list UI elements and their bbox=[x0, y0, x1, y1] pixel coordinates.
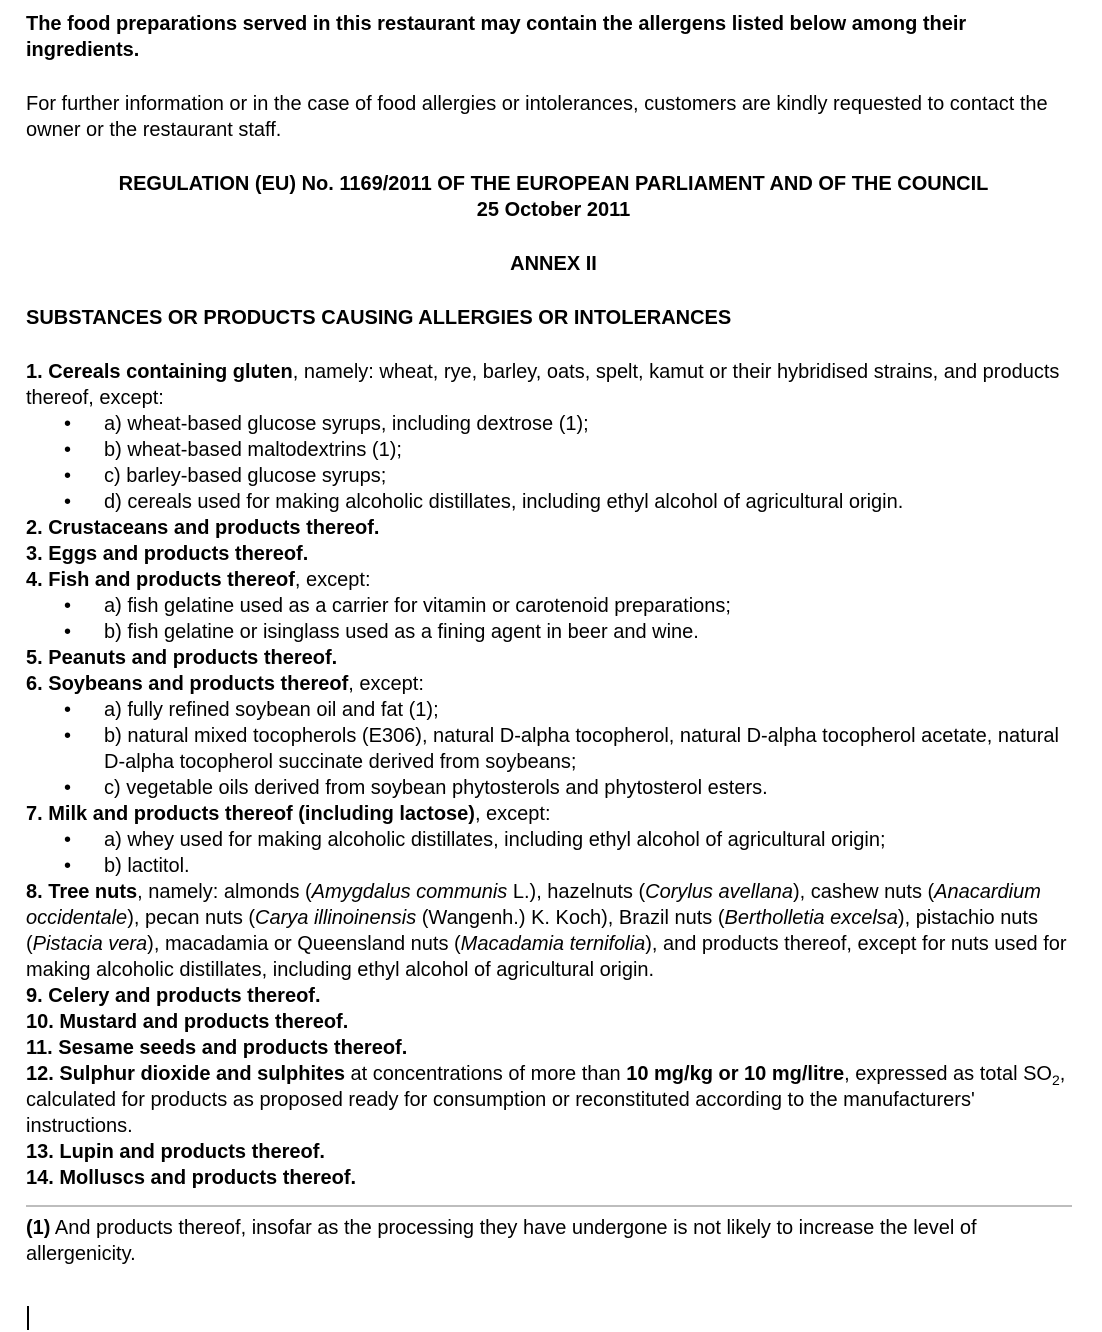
allergen-name: 7. Milk and products thereof (including lactose) bbox=[26, 803, 475, 825]
exception-item: • c) barley-based glucose syrups; bbox=[64, 465, 387, 487]
bullet-icon: • bbox=[64, 595, 72, 617]
subscript: 2 bbox=[1051, 1072, 1060, 1088]
exception-item: • a) wheat-based glucose syrups, including dextrose (1); bbox=[64, 413, 589, 435]
bullet-icon: • bbox=[64, 777, 72, 799]
allergen-name: 4. Fish and products thereof bbox=[26, 569, 295, 591]
allergen-item-6 bbox=[26, 671, 1081, 801]
allergen-item-5: 5. Peanuts and products thereof. bbox=[26, 647, 338, 669]
exception-item: • d) cereals used for making alcoholic distillates, including ethyl alcohol of agricultural origin. bbox=[64, 491, 904, 513]
allergen-item-13: 13. Lupin and products thereof. bbox=[26, 1141, 325, 1163]
species-name: Anacardium occidentale bbox=[26, 881, 1041, 929]
allergen-name: 6. Soybeans and products thereof bbox=[26, 673, 349, 695]
exception-item: • b) natural mixed tocopherols (E306), natural D-alpha tocopherol, natural D-alpha tocopherol acetate, natural D-alpha tocopherol succinate derived from soybeans; bbox=[64, 725, 1059, 773]
exception-list bbox=[26, 697, 1081, 801]
intro-text: The food preparations served in this restaurant may contain the allergens listed below among their ingredients. bbox=[26, 13, 967, 61]
allergen-item-1 bbox=[26, 359, 1081, 515]
allergen-item-text bbox=[26, 567, 1081, 593]
allergen-item-3: 3. Eggs and products thereof. bbox=[26, 543, 309, 565]
allergen-item-14: 14. Molluscs and products thereof. bbox=[26, 1167, 357, 1189]
exception-item: • b) fish gelatine or isinglass used as a fining agent in beer and wine. bbox=[64, 621, 699, 643]
exception-list bbox=[26, 411, 1081, 515]
bullet-icon: • bbox=[64, 491, 72, 513]
allergen-item-2: 2. Crustaceans and products thereof. bbox=[26, 517, 380, 539]
bullet-icon: • bbox=[64, 725, 72, 747]
allergen-item-text bbox=[26, 801, 1081, 827]
allergen-item-4 bbox=[26, 567, 1081, 645]
exception-list bbox=[26, 827, 1081, 879]
species-name: Amygdalus communis bbox=[311, 881, 508, 903]
allergen-name: 8. Tree nuts bbox=[26, 881, 138, 903]
exception-item: • b) lactitol. bbox=[64, 855, 190, 877]
species-name: Carya illinoinensis bbox=[255, 907, 417, 929]
further-info-text: For further information or in the case of food allergies or intolerances, customers are kindly requested to contact the owner or the restaurant staff. bbox=[26, 93, 1048, 141]
allergen-description: , except: bbox=[294, 569, 371, 591]
concentration-limit: 10 mg/kg or 10 mg/litre bbox=[626, 1063, 845, 1085]
exception-item: • a) fully refined soybean oil and fat (1); bbox=[64, 699, 439, 721]
species-name: Pistacia vera bbox=[32, 933, 148, 955]
text-cursor bbox=[27, 1306, 29, 1330]
bullet-icon: • bbox=[64, 439, 72, 461]
regulation-block bbox=[26, 171, 1081, 223]
species-name: Bertholletia excelsa bbox=[724, 907, 898, 929]
bullet-icon: • bbox=[64, 413, 72, 435]
allergen-item-9: 9. Celery and products thereof. bbox=[26, 985, 321, 1007]
allergen-item-11: 11. Sesame seeds and products thereof. bbox=[26, 1037, 408, 1059]
allergen-name: 1. Cereals containing gluten bbox=[26, 361, 293, 383]
footnote-divider bbox=[26, 1205, 1072, 1207]
footnote-marker: (1) bbox=[26, 1217, 51, 1239]
exception-item: • c) vegetable oils derived from soybean phytosterols and phytosterol esters. bbox=[64, 777, 768, 799]
bullet-icon: • bbox=[64, 829, 72, 851]
species-name: Corylus avellana bbox=[645, 881, 793, 903]
allergen-item-text bbox=[26, 671, 1081, 697]
allergen-description: , namely: wheat, rye, barley, oats, spelt, kamut or their hybridised strains, and products thereof, except: bbox=[26, 361, 1060, 409]
exception-item: • a) whey used for making alcoholic distillates, including ethyl alcohol of agricultural origin; bbox=[64, 829, 886, 851]
regulation-date: 25 October 2011 bbox=[476, 199, 631, 221]
bullet-icon: • bbox=[64, 855, 72, 877]
bullet-icon: • bbox=[64, 699, 72, 721]
allergen-item-10: 10. Mustard and products thereof. bbox=[26, 1011, 349, 1033]
allergen-item-text bbox=[26, 359, 1081, 411]
allergen-description: , except: bbox=[474, 803, 551, 825]
allergen-item-8: 8. Tree nuts, namely: almonds (Amygdalus communis L.), hazelnuts (Corylus avellana), cashew nuts (Anacardium occidentale), pecan nuts (Carya illinoinensis (Wangenh.) K. Koch), Brazil nuts (Bertholletia excelsa), pistachio nuts (Pistacia vera), macadamia or Queensland nuts (Macadamia ternifolia), and products thereof, except for nuts used for making alcoholic distillates, including ethyl alcohol of agricultural origin. bbox=[26, 881, 1067, 981]
footnote-text: And products thereof, insofar as the processing they have undergone is not likely to increase the level of allergenicity. bbox=[26, 1217, 977, 1265]
section-heading: SUBSTANCES OR PRODUCTS CAUSING ALLERGIES OR INTOLERANCES bbox=[26, 307, 732, 329]
allergen-name: 12. Sulphur dioxide and sulphites bbox=[26, 1063, 345, 1085]
exception-list bbox=[26, 593, 1081, 645]
species-name: Macadamia ternifolia bbox=[460, 933, 646, 955]
allergen-item-7 bbox=[26, 801, 1081, 879]
footnote bbox=[26, 1215, 1081, 1267]
allergen-item-12: 12. Sulphur dioxide and sulphites at concentrations of more than 10 mg/kg or 10 mg/litre, expressed as total $SO_2$, calculated for products as proposed ready for consumption or reconstituted according to the manufacturers' instructions. bbox=[26, 1063, 1066, 1137]
bullet-icon: • bbox=[64, 465, 72, 487]
exception-item: • b) wheat-based maltodextrins (1); bbox=[64, 439, 402, 461]
bullet-icon: • bbox=[64, 621, 72, 643]
annex-title: ANNEX II bbox=[510, 253, 597, 275]
regulation-title: REGULATION (EU) No. 1169/2011 OF THE EUROPEAN PARLIAMENT AND OF THE COUNCIL bbox=[118, 173, 989, 195]
allergen-document bbox=[26, 11, 1081, 1267]
exception-item: • a) fish gelatine used as a carrier for vitamin or carotenoid preparations; bbox=[64, 595, 731, 617]
allergen-description: , except: bbox=[348, 673, 424, 695]
